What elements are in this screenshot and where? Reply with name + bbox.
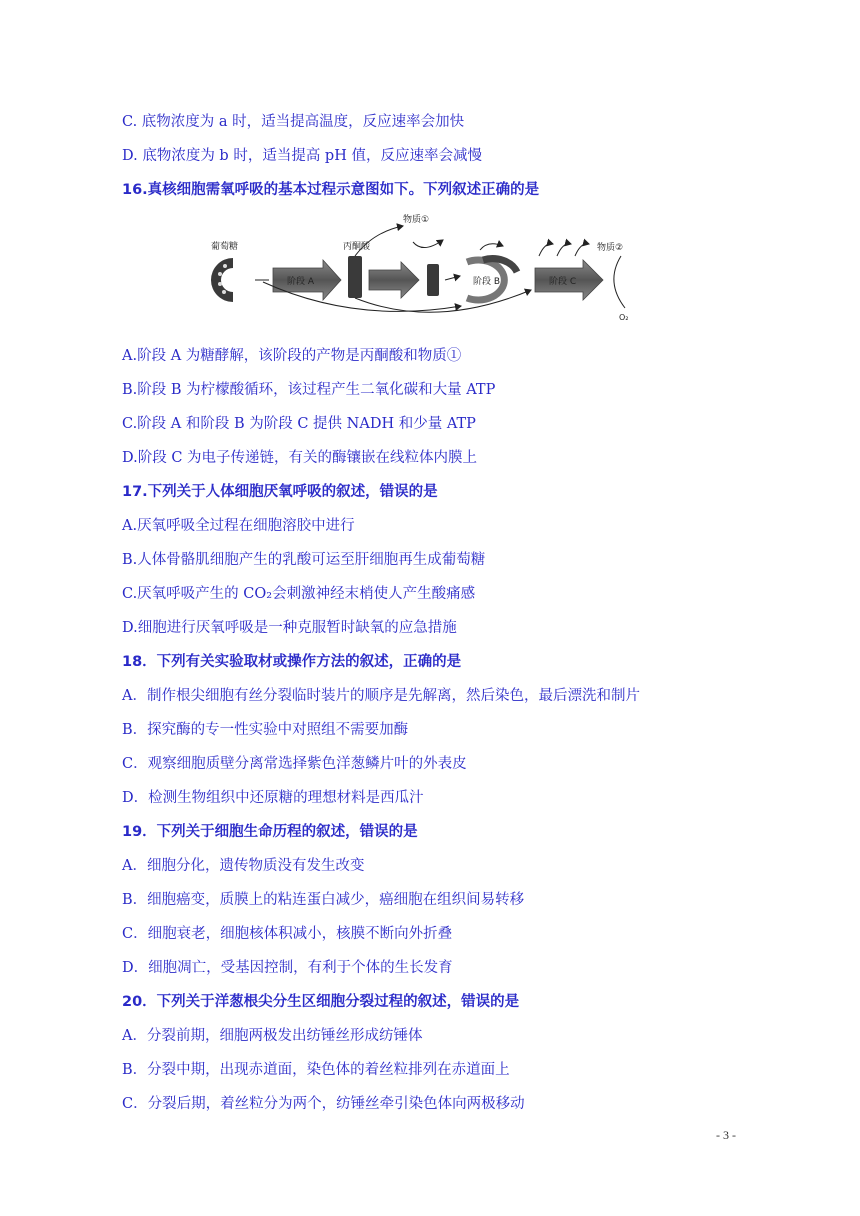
q16-option-c: C.阶段 A 和阶段 B 为阶段 C 提供 NADH 和少量 ATP [122,416,476,432]
glucose-shape [211,258,233,302]
q20-stem: 20．下列关于洋葱根尖分生区细胞分裂过程的叙述，错误的是 [122,994,520,1010]
q16-option-b: B.阶段 B 为柠檬酸循环，该过程产生二氧化碳和大量 ATP [122,382,496,398]
q19-option-b: B．细胞癌变，质膜上的粘连蛋白减少，癌细胞在组织间易转移 [122,892,525,908]
stage-c-label: 阶段 C [549,277,577,287]
stage-a-label: 阶段 A [287,277,315,287]
q15-option-c: C. 底物浓度为 a 时，适当提高温度，反应速率会加快 [122,114,465,130]
q19-option-a: A．细胞分化，遗传物质没有发生改变 [122,858,365,874]
q17-option-c: C.厌氧呼吸产生的 CO₂会刺激神经末梢使人产生酸痛感 [122,586,476,602]
substance1-label: 物质① [403,215,430,225]
q16-option-a: A.阶段 A 为糖酵解，该阶段的产物是丙酮酸和物质① [122,348,462,364]
q16-stem: 16.真核细胞需氧呼吸的基本过程示意图如下。下列叙述正确的是 [122,182,540,198]
q20-option-a: A．分裂前期，细胞两极发出纺锤丝形成纺锤体 [122,1028,423,1044]
q18-option-d: D．检测生物组织中还原糖的理想材料是西瓜汁 [122,790,424,806]
substance2-label: 物质② [597,243,624,253]
stage-b-label: 阶段 B [473,277,501,287]
q19-stem: 19．下列关于细胞生命历程的叙述，错误的是 [122,824,418,840]
q17-stem: 17.下列关于人体细胞厌氧呼吸的叙述，错误的是 [122,484,438,500]
q19-option-d: D．细胞凋亡，受基因控制，有利于个体的生长发育 [122,960,453,976]
page-number: - 3 - [716,1128,736,1142]
pyruvate-label: 丙酮酸 [343,242,371,252]
q16-option-d: D.阶段 C 为电子传递链，有关的酶镶嵌在线粒体内膜上 [122,450,478,466]
q18-option-c: C．观察细胞质壁分离常选择紫色洋葱鳞片叶的外表皮 [122,756,467,772]
o2-label: O₂ [619,313,629,322]
pyruvate-block [348,256,362,298]
glucose-label: 葡萄糖 [211,242,239,252]
q18-stem: 18．下列有关实验取材或操作方法的叙述，正确的是 [122,654,462,670]
q20-option-b: B．分裂中期，出现赤道面，染色体的着丝粒排列在赤道面上 [122,1062,510,1078]
q18-option-b: B．探究酶的专一性实验中对照组不需要加酶 [122,722,409,738]
q20-option-c: C．分裂后期，着丝粒分为两个，纺锤丝牵引染色体向两极移动 [122,1096,525,1112]
q17-option-a: A.厌氧呼吸全过程在细胞溶胶中进行 [122,518,355,534]
q17-option-b: B.人体骨骼肌细胞产生的乳酸可运至肝细胞再生成葡萄糖 [122,552,486,568]
q19-option-c: C．细胞衰老，细胞核体积减小，核膜不断向外折叠 [122,926,453,942]
aerobic-respiration-diagram [205,212,629,330]
q17-option-d: D.细胞进行厌氧呼吸是一种克服暂时缺氧的应急措施 [122,620,457,636]
q15-option-d: D. 底物浓度为 b 时，适当提高 pH 值，反应速率会减慢 [122,148,482,164]
q18-option-a: A．制作根尖细胞有丝分裂临时装片的顺序是先解离，然后染色，最后漂洗和制片 [122,688,640,704]
